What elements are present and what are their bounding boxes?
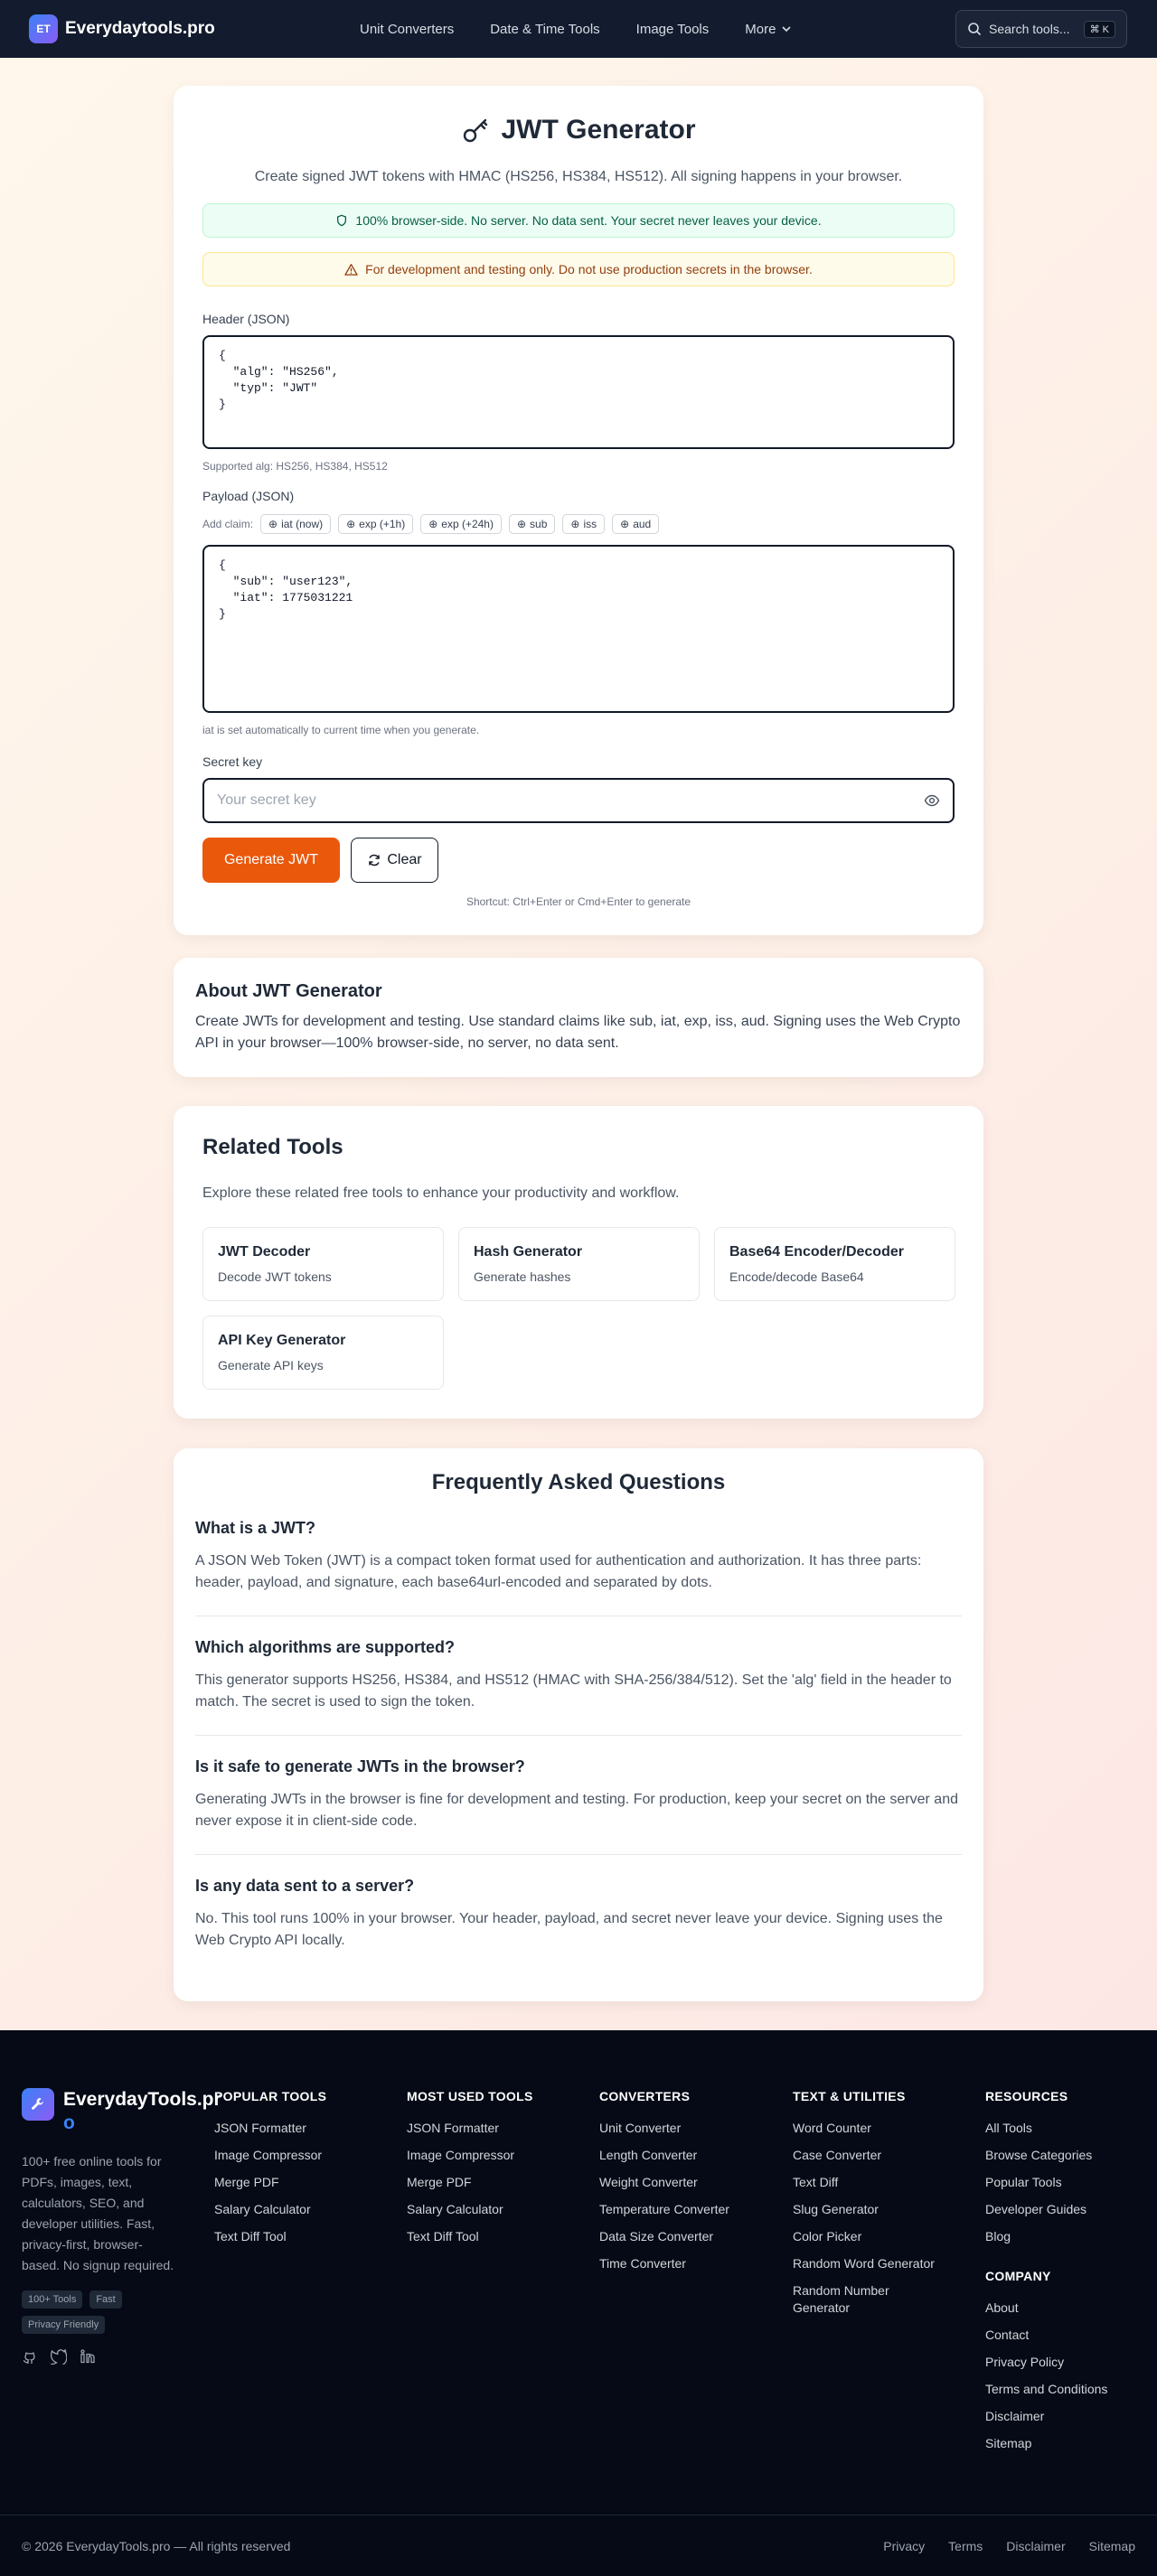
claim-aud-button[interactable] — [612, 514, 659, 534]
faq-question: Is any data sent to a server? — [195, 1877, 415, 1895]
faq-question: Which algorithms are supported? — [195, 1638, 456, 1656]
claim-sub-button[interactable] — [509, 514, 555, 534]
related-tools-card — [174, 1106, 983, 1419]
footer-tag: Privacy Friendly — [22, 2316, 105, 2334]
footer-link[interactable]: Salary Calculator — [214, 2202, 311, 2216]
plus-circle-icon: ⊕ — [268, 518, 278, 530]
footer-col-title: RESOURCES — [985, 2089, 1068, 2103]
footer-description: 100+ free online tools for PDFs, images, text, calculators, SEO, and developer utilities. Fast, privacy-first, browser-based. No signup required. — [22, 2154, 174, 2272]
footer-link[interactable]: Color Picker — [793, 2229, 862, 2243]
top-navbar — [0, 0, 1157, 58]
nav-date-time-tools[interactable]: Date & Time Tools — [490, 21, 600, 37]
dev-warning-text: For development and testing only. Do not use production secrets in the browser. — [365, 262, 813, 276]
claim-label: aud — [633, 518, 652, 530]
footer-col-title: POPULAR TOOLS — [214, 2089, 327, 2103]
header-json-hint: Supported alg: HS256, HS384, HS512 — [202, 460, 388, 473]
faq-item — [195, 1877, 962, 1973]
faq-answer: No. This tool runs 100% in your browser. Your header, payload, and secret never leave your device. Signing uses the Web Crypto API locally. — [195, 1911, 943, 1948]
claim-label: sub — [530, 518, 548, 530]
site-footer — [0, 2030, 1157, 2576]
linkedin-icon[interactable] — [80, 2348, 96, 2365]
footer-bottom-link-sitemap[interactable]: Sitemap — [1088, 2539, 1135, 2553]
claim-label: exp (+24h) — [441, 518, 494, 530]
footer-col-converters — [599, 2089, 780, 2282]
claim-exp-1h-button[interactable] — [338, 514, 413, 534]
nav-more-label: More — [745, 21, 776, 37]
plus-circle-icon: ⊕ — [620, 518, 630, 530]
footer-link[interactable]: Image Compressor — [214, 2148, 323, 2162]
brand-badge: ET — [29, 14, 58, 43]
header-json-label: Header (JSON) — [202, 312, 290, 326]
search-button[interactable] — [955, 10, 1127, 48]
plus-circle-icon: ⊕ — [516, 518, 527, 530]
plus-circle-icon: ⊕ — [428, 518, 438, 530]
jwt-generator-card — [174, 86, 983, 935]
footer-col-popular-tools — [214, 2089, 395, 2255]
footer-bottom-links — [883, 2539, 1135, 2553]
footer-link[interactable]: Contact — [985, 2328, 1030, 2342]
main-nav — [360, 0, 828, 58]
footer-tag: 100+ Tools — [22, 2290, 82, 2309]
page-title: JWT Generator — [501, 115, 696, 145]
footer-col-title: MOST USED TOOLS — [407, 2089, 533, 2103]
footer-link[interactable]: Sitemap — [985, 2436, 1032, 2450]
faq-question: Is it safe to generate JWTs in the browser? — [195, 1757, 525, 1775]
clear-button[interactable] — [351, 838, 438, 883]
nav-unit-converters[interactable]: Unit Converters — [360, 21, 455, 37]
footer-link[interactable]: Disclaimer — [985, 2409, 1045, 2423]
footer-link[interactable]: Word Counter — [793, 2121, 871, 2135]
footer-link[interactable]: Merge PDF — [407, 2175, 472, 2189]
clear-label: Clear — [387, 852, 422, 867]
claim-label: iss — [583, 518, 597, 530]
footer-link[interactable]: Browse Categories — [985, 2148, 1093, 2162]
search-shortcut-kbd: ⌘ K — [1084, 21, 1115, 38]
wrench-icon — [22, 2088, 54, 2121]
footer-link[interactable]: Privacy Policy — [985, 2355, 1065, 2369]
twitter-icon[interactable] — [51, 2348, 67, 2365]
nav-more-dropdown[interactable] — [745, 22, 792, 37]
faq-answer: This generator supports HS256, HS384, and HS512 (HMAC with SHA-256/384/512). Set the 'alg' field in the header to match. The secret is used to sign the token. — [195, 1672, 952, 1710]
footer-tag: Fast — [89, 2290, 121, 2309]
secret-key-input[interactable] — [202, 778, 955, 823]
footer-social-links — [22, 2348, 212, 2365]
key-icon — [461, 116, 490, 145]
footer-link[interactable]: Slug Generator — [793, 2202, 879, 2216]
related-tool-title: Hash Generator — [474, 1244, 583, 1260]
secret-key-label: Secret key — [202, 754, 263, 769]
faq-item — [195, 1638, 962, 1736]
footer-link[interactable]: Time Converter — [599, 2256, 686, 2271]
related-tool-base64[interactable] — [714, 1227, 955, 1301]
footer-link[interactable]: Temperature Converter — [599, 2202, 729, 2216]
privacy-notice-text: 100% browser-side. No server. No data sent. Your secret never leaves your device. — [355, 213, 822, 228]
related-tool-api-key-generator[interactable] — [202, 1316, 444, 1390]
related-tools-title: Related Tools — [202, 1135, 343, 1159]
related-tool-hash-generator[interactable] — [458, 1227, 700, 1301]
refresh-icon — [367, 853, 381, 867]
brand-logo-link[interactable] — [29, 14, 215, 43]
footer-col-resources — [985, 2089, 1139, 2462]
footer-link[interactable]: All Tools — [985, 2121, 1032, 2135]
footer-brand-name — [63, 2088, 221, 2135]
warning-icon — [344, 263, 358, 276]
footer-col-title: TEXT & UTILITIES — [793, 2089, 906, 2103]
nav-image-tools[interactable]: Image Tools — [635, 21, 710, 37]
footer-link[interactable]: About — [985, 2300, 1019, 2315]
plus-circle-icon: ⊕ — [346, 518, 356, 530]
search-icon — [967, 22, 982, 36]
footer-col-title-company: COMPANY — [985, 2269, 1051, 2283]
footer-bottom-link-terms[interactable]: Terms — [948, 2539, 983, 2553]
add-claim-row — [202, 514, 955, 534]
footer-link[interactable]: Data Size Converter — [599, 2229, 714, 2243]
footer-link[interactable]: Unit Converter — [599, 2121, 682, 2135]
related-tools-subtitle: Explore these related free tools to enhance your productivity and workflow. — [202, 1185, 680, 1201]
faq-item — [195, 1519, 962, 1616]
related-tool-desc: Generate API keys — [218, 1358, 324, 1372]
plus-circle-icon: ⊕ — [570, 518, 580, 530]
claim-iat-now-button[interactable] — [260, 514, 331, 534]
related-tool-jwt-decoder[interactable] — [202, 1227, 444, 1301]
footer-bottom-bar — [0, 2515, 1157, 2576]
footer-link[interactable]: Random Word Generator — [793, 2256, 935, 2271]
footer-link[interactable]: Developer Guides — [985, 2202, 1087, 2216]
related-tools-grid — [202, 1227, 955, 1390]
payload-json-hint: iat is set automatically to current time when you generate. — [202, 724, 480, 736]
footer-link[interactable]: Image Compressor — [407, 2148, 515, 2162]
faq-question: What is a JWT? — [195, 1519, 316, 1537]
secret-key-placeholder: Your secret key — [217, 792, 316, 808]
tool-description: Create signed JWT tokens with HMAC (HS256, HS384, HS512). All signing happens in your browser. — [254, 169, 903, 184]
claim-label: iat (now) — [281, 518, 324, 530]
footer-link[interactable]: Salary Calculator — [407, 2202, 503, 2216]
action-buttons — [202, 838, 955, 883]
footer-col-title: CONVERTERS — [599, 2089, 691, 2103]
related-tool-title: API Key Generator — [218, 1333, 346, 1348]
footer-link[interactable]: Weight Converter — [599, 2175, 698, 2189]
chevron-down-icon — [781, 23, 792, 34]
shortcut-hint: Shortcut: Ctrl+Enter or Cmd+Enter to generate — [466, 895, 691, 908]
payload-json-label: Payload (JSON) — [202, 489, 295, 503]
about-card — [174, 958, 983, 1077]
footer-bottom-link-privacy[interactable]: Privacy — [883, 2539, 926, 2553]
github-icon[interactable] — [22, 2348, 38, 2365]
faq-title: Frequently Asked Questions — [431, 1470, 726, 1494]
claim-label: exp (+1h) — [359, 518, 406, 530]
add-claim-label: Add claim: — [202, 518, 254, 530]
copyright-text: © 2026 EverydayTools.pro — All rights reserved — [22, 2539, 291, 2553]
related-tool-desc: Generate hashes — [474, 1269, 571, 1284]
eye-icon[interactable] — [924, 792, 940, 809]
footer-brand — [22, 2088, 221, 2365]
footer-link[interactable]: Case Converter — [793, 2148, 882, 2162]
footer-brand-name-tail: o — [63, 2112, 75, 2133]
footer-brand-row[interactable] — [22, 2088, 221, 2135]
footer-bottom-link-disclaimer[interactable]: Disclaimer — [1006, 2539, 1066, 2553]
footer-link[interactable]: Text Diff Tool — [407, 2229, 479, 2243]
faq-answer: Generating JWTs in the browser is fine for development and testing. For production, keep your secret on the server and never expose it in client-side code. — [195, 1792, 958, 1829]
related-tool-title: Base64 Encoder/Decoder — [729, 1244, 904, 1260]
footer-link[interactable]: Text Diff Tool — [214, 2229, 287, 2243]
search-label: Search tools... — [989, 22, 1070, 36]
footer-tags — [22, 2290, 175, 2334]
claim-exp-24h-button[interactable] — [420, 514, 502, 534]
dev-warning-notice — [202, 252, 955, 286]
header-json-textarea[interactable]: { "alg": "HS256", "typ": "JWT" } — [202, 335, 955, 449]
faq-answer: A JSON Web Token (JWT) is a compact token format used for authentication and authorization. It has three parts: header, payload, and signature, each base64url-encoded and separated by dots. — [195, 1553, 922, 1590]
claim-iss-button[interactable] — [562, 514, 605, 534]
footer-link[interactable]: Merge PDF — [214, 2175, 279, 2189]
footer-link[interactable]: Popular Tools — [985, 2175, 1062, 2189]
footer-link[interactable]: Blog — [985, 2229, 1011, 2243]
about-text: Create JWTs for development and testing. Use standard claims like sub, iat, exp, iss, aud. Signing uses the Web Crypto API in your browser—100% browser-side, no server, no data sent. — [195, 1014, 961, 1051]
shield-icon — [335, 214, 348, 227]
brand-name: Everydaytools.pro — [65, 19, 215, 38]
related-tool-title: JWT Decoder — [218, 1244, 311, 1260]
related-tool-desc: Encode/decode Base64 — [729, 1269, 864, 1284]
footer-brand-name-main: EverydayTools.pr — [63, 2089, 221, 2110]
tool-title-row — [202, 115, 955, 145]
footer-link[interactable]: Length Converter — [599, 2148, 698, 2162]
privacy-notice — [202, 203, 955, 238]
footer-col-most-used — [407, 2089, 588, 2255]
about-title: About JWT Generator — [195, 981, 382, 1001]
generate-jwt-button[interactable]: Generate JWT — [202, 838, 340, 883]
footer-link[interactable]: Text Diff — [793, 2175, 839, 2189]
footer-col-text-utilities — [793, 2089, 946, 2327]
footer-link[interactable]: Random Number Generator — [793, 2283, 889, 2315]
related-tool-desc: Decode JWT tokens — [218, 1269, 332, 1284]
payload-json-textarea[interactable]: { "sub": "user123", "iat": 1775031221 } — [202, 545, 955, 713]
footer-link[interactable]: JSON Formatter — [407, 2121, 499, 2135]
faq-card — [174, 1448, 983, 2001]
footer-link[interactable]: JSON Formatter — [214, 2121, 306, 2135]
faq-item — [195, 1757, 962, 1855]
footer-link[interactable]: Terms and Conditions — [985, 2382, 1108, 2396]
